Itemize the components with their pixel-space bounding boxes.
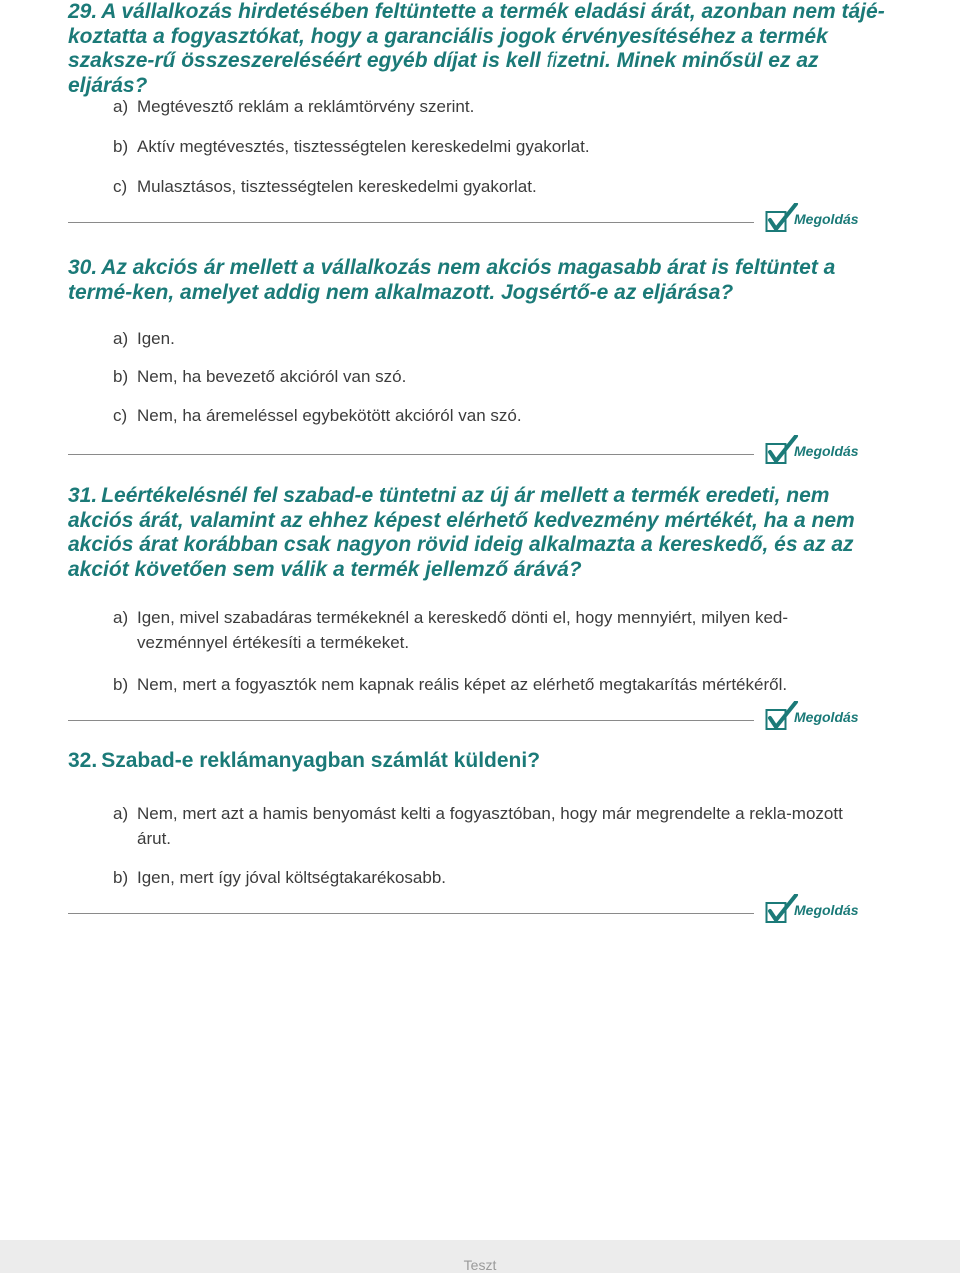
option-32-a [113, 801, 853, 851]
option-label: a) [113, 97, 129, 116]
option-29-a [113, 94, 853, 119]
question-text: Szabad-e reklámanyagban számlát küldeni? [101, 749, 541, 772]
question-number: 30. [68, 256, 98, 279]
option-31-b [113, 672, 853, 697]
option-text: Nem, mert a fogyasztók nem kapnak reális képet az elérhető megtakarítás mértékéről. [137, 675, 788, 694]
option-label: b) [113, 675, 129, 694]
option-29-c [113, 174, 853, 199]
option-label: b) [113, 868, 129, 887]
option-label: c) [113, 406, 128, 425]
solution-divider [68, 454, 754, 455]
option-label: b) [113, 367, 129, 386]
option-label: b) [113, 137, 129, 156]
option-30-c [113, 403, 853, 428]
solution-divider [68, 913, 754, 914]
solution-divider [68, 222, 754, 223]
solution-row-30[interactable] [68, 435, 868, 465]
option-text: Nem, ha áremeléssel egybekötött akcióról van szó. [137, 406, 522, 425]
solution-row-29[interactable] [68, 203, 868, 233]
option-label: a) [113, 329, 129, 348]
question-text: A vállalkozás hirdetésében feltüntette a termék eladási árát, azonban nem tájé-koztatta a fogyasztókat, hogy a garanciális jogok érvényesítéséhez a termék szaksze-rű összeszereléséért egyéb díjat is kell [68, 0, 885, 72]
question-number: 29. [68, 0, 98, 23]
footer-text: Teszt [463, 1257, 497, 1273]
solution-divider [68, 720, 754, 721]
question-number: 31. [68, 484, 98, 507]
question-29 [68, 0, 898, 98]
question-text-end: zetni. Minek minősül ez az eljárás? [68, 49, 819, 97]
question-text: Az akciós ár mellett a vállalkozás nem akciós magasabb árat is feltüntet a termé-ken, amelyet addig nem alkalmazott. Jogsértő-e az eljárása? [68, 256, 836, 304]
question-30 [68, 256, 898, 305]
question-number: 32. [68, 749, 98, 772]
question-text: Leértékelésnél fel szabad-e tüntetni az új ár mellett a termék eredeti, nem akciós árát, valamint az ehhez képest elérhető kedvezmény mértékét, ha a nem akciós árat korábban csak nagyon rövid ideig alkalmazta a kereskedő, és az az akciót követően sem válik a termék jellemző árává? [68, 484, 855, 581]
page-footer [0, 1240, 960, 1273]
solution-link[interactable]: Megoldás [794, 902, 859, 918]
option-label: a) [113, 608, 129, 627]
option-30-a [113, 326, 853, 351]
option-text: Igen. [137, 329, 175, 348]
solution-row-32[interactable] [68, 894, 868, 924]
option-29-b [113, 134, 853, 159]
option-31-a [113, 605, 853, 655]
question-31 [68, 484, 898, 582]
question-text-ligature: fi [540, 49, 558, 72]
solution-link[interactable]: Megoldás [794, 211, 859, 227]
option-text: Megtévesztő reklám a reklámtörvény szerint. [137, 97, 475, 116]
option-30-b [113, 364, 853, 389]
option-text: Igen, mivel szabadáras termékeknél a kereskedő dönti el, hogy mennyiért, milyen ked-vezménnyel értékesíti a termékeket. [137, 608, 789, 652]
option-label: a) [113, 804, 129, 823]
option-32-b [113, 865, 853, 890]
solution-row-31[interactable] [68, 701, 868, 731]
solution-link[interactable]: Megoldás [794, 709, 859, 725]
solution-link[interactable]: Megoldás [794, 443, 859, 459]
option-text: Nem, mert azt a hamis benyomást kelti a fogyasztóban, hogy már megrendelte a rekla-mozott árut. [137, 804, 843, 848]
question-32 [68, 749, 898, 774]
option-text: Nem, ha bevezető akcióról van szó. [137, 367, 407, 386]
option-label: c) [113, 177, 128, 196]
option-text: Igen, mert így jóval költségtakarékosabb. [137, 868, 446, 887]
option-text: Mulasztásos, tisztességtelen kereskedelmi gyakorlat. [137, 177, 537, 196]
option-text: Aktív megtévesztés, tisztességtelen kereskedelmi gyakorlat. [137, 137, 590, 156]
